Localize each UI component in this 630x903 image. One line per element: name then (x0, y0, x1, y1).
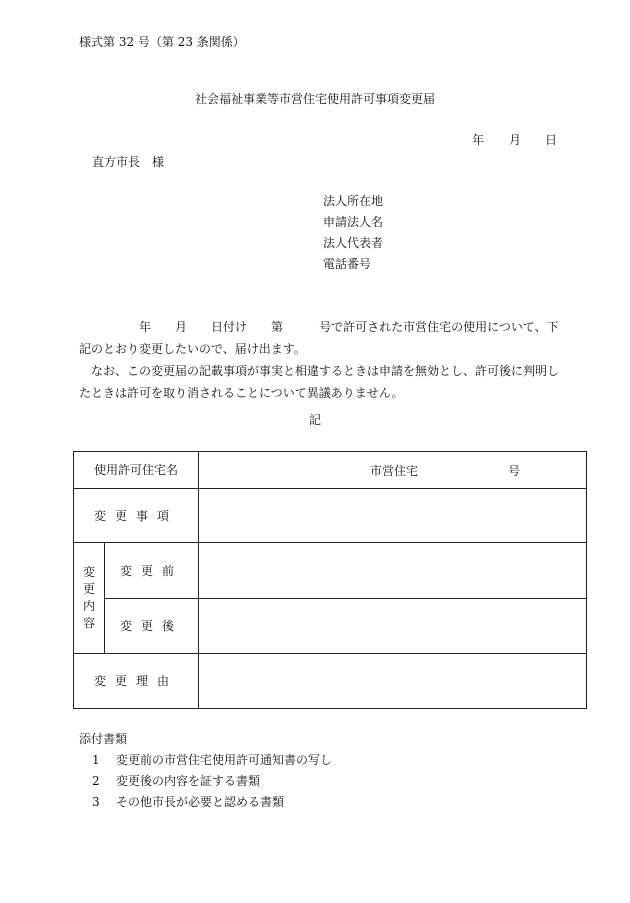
before-label: 変更前 (105, 543, 199, 599)
document-title: 社会福祉事業等市営住宅使用許可事項変更届 (194, 92, 435, 106)
body-line-3: なお、この変更届の記載事項が事実と相違するときは申請を無効とし、許可後に判明し (91, 364, 560, 378)
change-content-char-2: 更 (82, 582, 95, 596)
change-item-cell[interactable] (199, 489, 587, 543)
change-content-char-3: 内 (82, 599, 95, 613)
attachment-item-3 (92, 796, 284, 808)
change-content-char-4: 容 (82, 616, 95, 630)
attachment-item-1 (92, 754, 332, 766)
date-month-label: 月 (509, 133, 522, 147)
house-number-suffix: 号 (508, 464, 521, 478)
addressee: 直方市長 様 (92, 155, 165, 169)
attachment-text: 変更後の内容を証する書類 (116, 774, 261, 788)
house-name-label: 使用許可住宅名 (74, 452, 199, 489)
after-cell[interactable] (199, 599, 587, 654)
body-month: 月 (175, 320, 188, 334)
reason-cell[interactable] (199, 654, 587, 709)
attachment-num: 3 (92, 795, 100, 809)
form-number: 様式第 32 号（第 23 条関係） (79, 35, 245, 49)
attachment-text: その他市長が必要と認める書類 (116, 795, 285, 809)
ki-heading: 記 (308, 413, 321, 427)
attachment-item-2 (92, 775, 260, 787)
body-line-2: 記のとおり変更したいので、届け出ます。 (79, 342, 306, 356)
applicant-address-label: 法人所在地 (323, 194, 384, 208)
applicant-phone-label: 電話番号 (323, 257, 372, 271)
change-content-char-1: 変 (82, 565, 95, 579)
house-name-cell[interactable] (199, 452, 587, 489)
body-dated: 日付け (211, 320, 248, 334)
after-label: 変更後 (105, 599, 199, 654)
reason-label: 変更理由 (74, 654, 199, 709)
applicant-representative-label: 法人代表者 (323, 236, 384, 250)
body-no: 第 (271, 320, 284, 334)
body-line-1 (79, 316, 574, 338)
body-text (79, 316, 574, 404)
change-item-label: 変更事項 (74, 489, 199, 543)
date-day-label: 日 (545, 133, 558, 147)
attachment-num: 2 (92, 774, 100, 788)
attachment-text: 変更前の市営住宅使用許可通知書の写し (116, 753, 333, 767)
change-form-table (73, 451, 587, 709)
date-year-label: 年 (472, 133, 485, 147)
body-line-4: たときは許可を取り消されることについて異議ありません。 (79, 386, 404, 400)
house-value: 市営住宅 (370, 464, 419, 478)
attachments-title: 添付書類 (79, 732, 128, 746)
body-year: 年 (139, 320, 152, 334)
applicant-name-label: 申請法人名 (323, 215, 384, 229)
body-line1-rest: 号で許可された市営住宅の使用について、下 (319, 320, 559, 334)
change-content-label (74, 543, 105, 654)
before-cell[interactable] (199, 543, 587, 599)
attachment-num: 1 (92, 753, 100, 767)
